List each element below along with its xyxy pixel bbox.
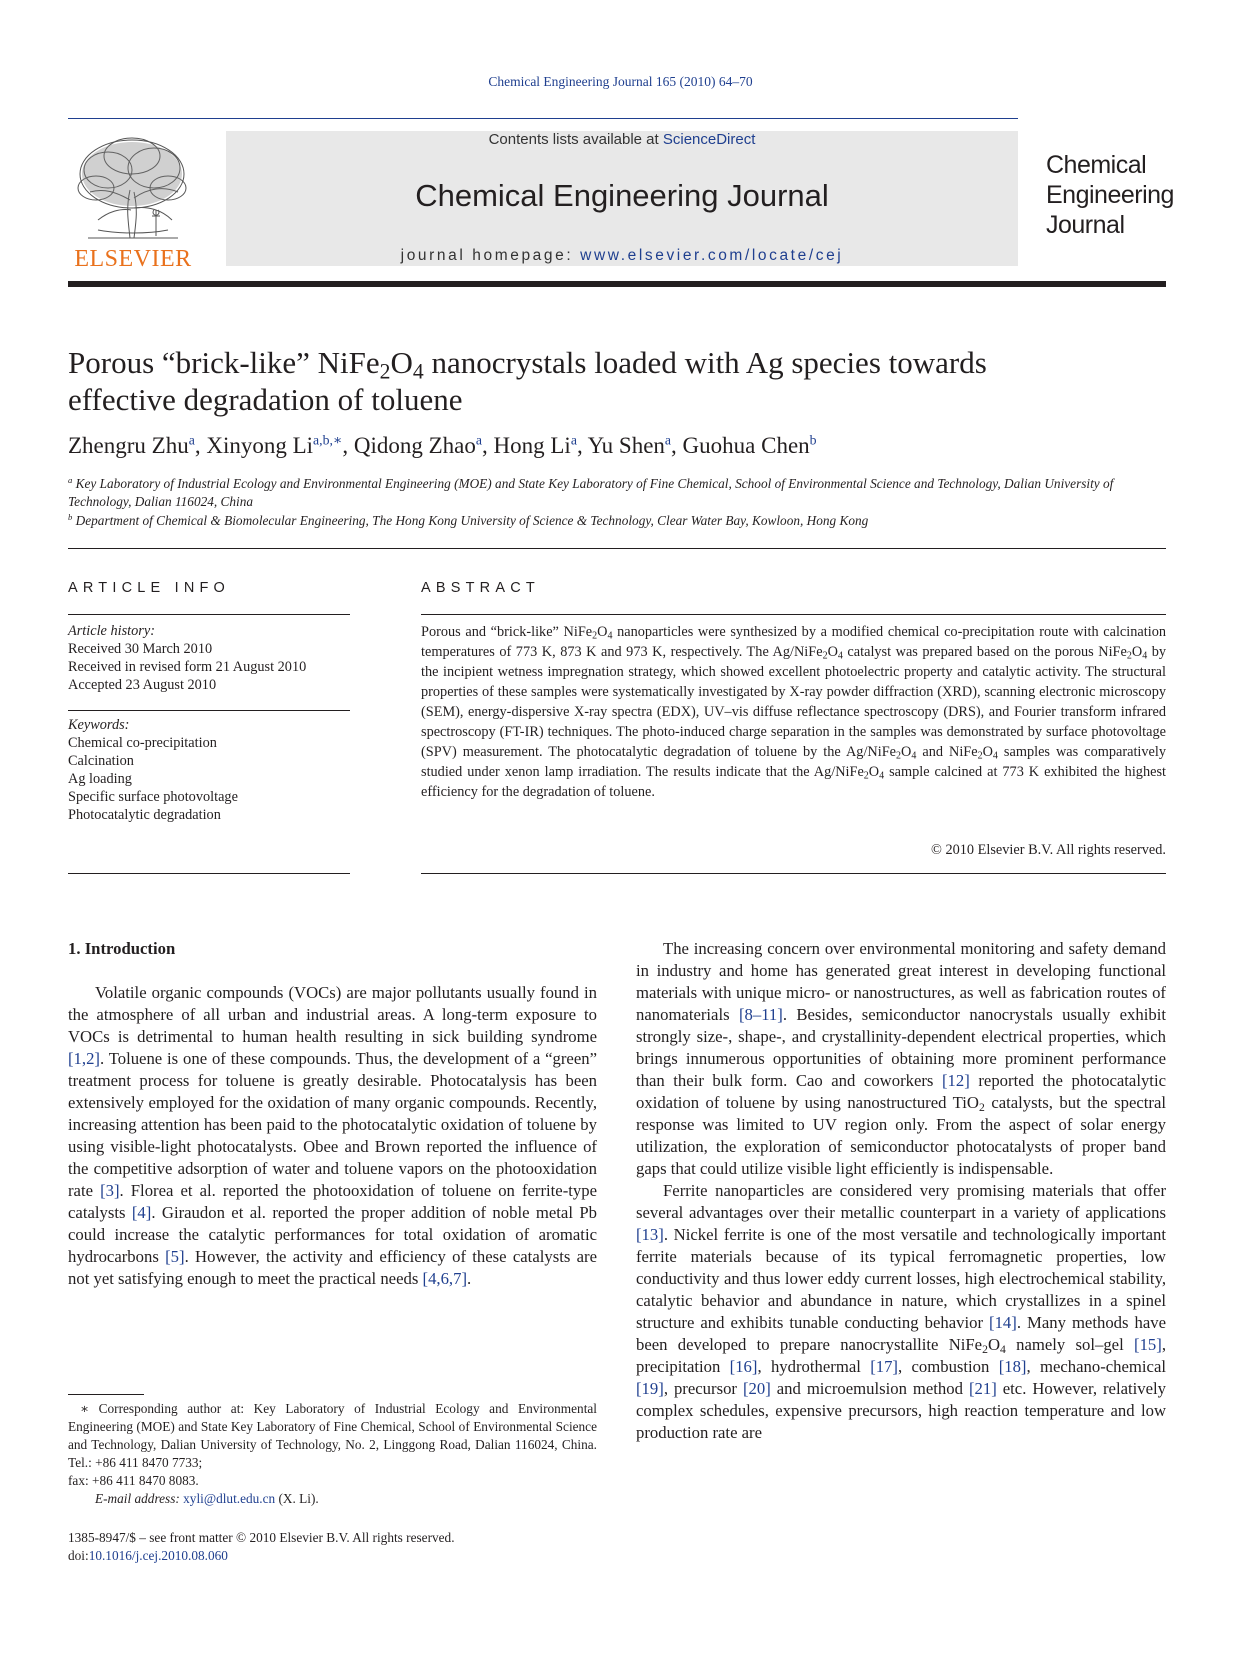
citation-link[interactable]: [19] <box>636 1379 664 1398</box>
citation-link[interactable]: [14] <box>989 1313 1017 1332</box>
body-paragraph: The increasing concern over environmental monitoring and safety demand in industry and home has generated great interest in developing functional materials with unique micro- or nanostructures, as well as fabrication routes of nanomaterials [8–11]. Besides, semiconductor nanocrystals usually exhibit strongly size-, shape-, and crystallinity-dependent electrical properties, which brings innumerous opportunities of obtaining more prominent performance than their bulk form. Cao and coworkers [12] reported the photocatalytic oxidation of toluene by using nanostructured TiO$_2$ catalysts, but the spectral response was limited to UV region only. From the aspect of solar energy utilization, the exploration of semiconductor photocatalysts of proper band gaps that could utilize visible light efficiently is indispensable. <box>636 939 1167 1178</box>
affiliation-text: Key Laboratory of Industrial Ecology and Environmental Engineering (MOE) and State Key Laboratory of Fine Chemical, School of Environmental Science and Technology, Dalian University of Technology, Dalian 116024, China <box>68 476 1114 509</box>
author-list: Zhengru Zhu$^a$, Xinyong $Li^{a,b,∗}$, Qidong Zhao$^a$, Hong Li$^a$, Yu Shen$^a$, Guohua Chen$^b$ <box>68 432 817 458</box>
citation-link[interactable]: [8–11] <box>738 1005 783 1024</box>
affiliation-a <box>68 475 1166 511</box>
body-paragraph: Volatile organic compounds (VOCs) are major pollutants usually found in the atmosphere of all urban and industrial areas. A long-term exposure to VOCs is detrimental to human health resulting in sick building syndrome [1,2]. Toluene is one of these compounds. Thus, the development of a “green” treatment process for toluene is greatly desirable. Photocatalysis has been extensively employed for the oxidation of many organic compounds. Recently, increasing attention has been paid to the photocatalytic oxidation of toluene by using visible-light photocatalysts. Obee and Brown reported the influence of the competitive adsorption of water and toluene vapors on the photooxidation rate [3]. Florea et al. reported the photooxidation of toluene on ferrite-type catalysts [4]. Giraudon et al. reported the proper addition of noble metal Pb could increase the catalytic performances for total oxidation of aromatic hydrocarbons [5]. However, the activity and efficiency of these catalysts are not yet satisfying enough to meet the practical needs [4,6,7]. <box>68 983 597 1288</box>
keyword-item: Ag loading <box>68 771 132 787</box>
keyword-item: Specific surface photovoltage <box>68 789 238 805</box>
citation-link[interactable]: [4] <box>131 1203 152 1222</box>
journal-citation-link[interactable]: Chemical Engineering Journal 165 (2010) 64–70 <box>488 74 753 89</box>
title-subscript: 4 <box>412 359 424 384</box>
affiliation-b <box>68 512 1166 530</box>
journal-name: Chemical Engineering Journal <box>415 178 829 213</box>
corresponding-author-footnote <box>68 1400 597 1508</box>
sciencedirect-link[interactable]: ScienceDirect <box>662 131 756 148</box>
citation-link[interactable]: [3] <box>100 1181 120 1200</box>
abstract-rule <box>421 614 1166 615</box>
citation-link[interactable]: [15] <box>1134 1335 1162 1354</box>
citation-link[interactable]: [20] <box>742 1379 771 1398</box>
author-affiliation-mark[interactable]: a,b,∗ <box>313 432 343 448</box>
issn-block <box>68 1529 597 1565</box>
footnote-fax: fax: +86 411 8470 8083. <box>68 1473 199 1488</box>
citation-link[interactable]: [17] <box>870 1357 898 1376</box>
keyword-item: Chemical co-precipitation <box>68 735 217 751</box>
contents-availability-line <box>226 131 1018 148</box>
body-paragraph: Ferrite nanoparticles are considered very promising materials that offer several advantages over their metallic counterpart in a variety of applications [13]. Nickel ferrite is one of the most versatile and technologically important ferrite materials because of its typical ferromagnetic properties, low conductivity and thus lower eddy current losses, high electrochemical stability, catalytic behavior and abundance in nature, which crystallizes in a spinel structure and exhibits tunable conducting behavior [14]. Many methods have been developed to prepare nanocrystallite $NiFe_2O_4$ namely sol–gel [15], precipitation [16], hydrothermal [17], combustion [18], mechano-chemical [19], precursor [20] and microemulsion method [21] etc. However, relatively complex schedules, expensive precursors, high reaction temperature and low production rate are <box>636 1181 1167 1442</box>
section-heading: 1. Introduction <box>68 939 176 958</box>
keyword-item: Calcination <box>68 753 134 769</box>
citation-link[interactable]: [12] <box>941 1071 970 1090</box>
citation-link[interactable]: [21] <box>968 1379 997 1398</box>
history-label: Article history: <box>68 623 155 639</box>
citation-link[interactable]: [18] <box>998 1357 1027 1376</box>
keyword-item: Photocatalytic degradation <box>68 807 221 823</box>
revised-date: Received in revised form 21 August 2010 <box>68 659 307 675</box>
accepted-date: Accepted 23 August 2010 <box>68 677 217 693</box>
author-name: Yu Shen <box>587 433 665 458</box>
keywords-block <box>68 716 350 824</box>
doi-label: doi: <box>68 1548 89 1563</box>
header-thick-rule <box>68 281 1166 287</box>
journal-homepage-link[interactable]: www.elsevier.com/locate/cej <box>580 247 844 264</box>
title-subscript: 2 <box>379 359 391 384</box>
author-name: Zhengru Zhu <box>68 433 189 458</box>
footnote-rule <box>68 1394 144 1395</box>
title-part: Porous “brick-like” NiFe <box>68 345 380 380</box>
info-rule <box>68 710 350 711</box>
received-date: Received 30 March 2010 <box>68 641 213 657</box>
publisher-wordmark: ELSEVIER <box>74 246 192 272</box>
email-suffix: (X. Li). <box>275 1491 319 1506</box>
header-rule <box>68 118 1018 119</box>
author-name: Hong Li <box>493 433 571 458</box>
cover-logo-line: Journal <box>1046 211 1125 239</box>
info-rule <box>68 614 350 615</box>
email-link[interactable]: xyli@dlut.edu.cn <box>183 1491 276 1506</box>
article-title <box>68 344 1166 418</box>
title-line-2: effective degradation of toluene <box>68 382 463 417</box>
doi-line <box>68 1547 597 1565</box>
author-affiliation-mark[interactable]: a <box>570 432 577 448</box>
author-affiliation-mark[interactable]: a <box>475 432 482 448</box>
title-part: O <box>390 345 413 380</box>
section-rule <box>68 548 1166 549</box>
email-label: E-mail address: <box>95 1491 180 1506</box>
info-rule <box>68 873 350 874</box>
citation-link[interactable]: [4,6,7] <box>422 1269 468 1288</box>
citation-link[interactable]: [5] <box>165 1247 185 1266</box>
homepage-prefix: journal homepage: <box>400 247 581 264</box>
citation-link[interactable]: [1,2] <box>68 1049 100 1068</box>
citation-link[interactable]: [16] <box>729 1357 758 1376</box>
abstract-heading: ABSTRACT <box>421 580 540 596</box>
body-left-column <box>68 938 597 1290</box>
author-affiliation-mark[interactable]: a <box>664 432 672 448</box>
cover-logo-line: Engineering <box>1046 181 1174 209</box>
abstract-rule <box>421 873 1166 874</box>
affiliation-mark: b <box>68 511 73 522</box>
issn-line: 1385-8947/$ – see front matter © 2010 Elsevier B.V. All rights reserved. <box>68 1530 455 1545</box>
article-history <box>68 622 350 694</box>
abstract-copyright: © 2010 Elsevier B.V. All rights reserved. <box>931 842 1166 858</box>
affiliation-text: Department of Chemical & Biomolecular Engineering, The Hong Kong University of Science & Technology, Clear Water Bay, Kowloon, Hong Kong <box>75 513 869 528</box>
journal-homepage-line <box>226 247 1018 265</box>
author-name: Xinyong Li <box>206 433 314 458</box>
footnote-email-line <box>68 1490 597 1508</box>
affiliation-mark: a <box>68 474 73 485</box>
body-right-column <box>636 938 1166 1444</box>
author-affiliation-mark[interactable]: a <box>188 432 195 448</box>
doi-link[interactable]: 10.1016/j.cej.2010.08.060 <box>88 1548 228 1563</box>
title-part: nanocrystals loaded with Ag species towards <box>423 345 987 380</box>
author-name: Qidong Zhao <box>353 433 476 458</box>
keywords-label: Keywords: <box>68 717 130 733</box>
cover-logo-line: Chemical <box>1046 151 1147 179</box>
footnote-text: ∗ Corresponding author at: Key Laboratory of Industrial Ecology and Environmental Engineering (MOE) and State Key Laboratory of Fine Chemical, School of Environmental Science and Technology, Dalian University of Technology, No. 2, Linggong Road, Dalian 116024, China. Tel.: +86 411 8470 7733; <box>68 1401 597 1470</box>
author-affiliation-mark[interactable]: b <box>809 432 817 448</box>
author-name: Guohua Chen <box>682 433 810 458</box>
article-info-heading: ARTICLE INFO <box>68 580 231 596</box>
citation-link[interactable]: [13] <box>636 1225 664 1244</box>
contents-prefix: Contents lists available at <box>488 131 663 148</box>
abstract-text: Porous and “brick-like” $NiFe_2O_4$ nanoparticles were synthesized by a modified chemical co-precipitation route with calcination temperatures of 773 K, 873 K and 973 K, respectively. The $Ag/NiFe_2O_4$ catalyst was prepared based on the porous $NiFe_2O_4$ by the incipient wetness impregnation strategy, which showed excellent photoelectric property and catalytic activity. The structural properties of these samples were systematically investigated by X-ray powder diffraction (XRD), scanning electronic microscopy (SEM), energy-dispersive X-ray spectra (EDX), UV–vis diffuse reflectance spectroscopy (DRS), and Fourier transform infrared spectroscopy (FT-IR) techniques. The photo-induced charge separation in the samples was demonstrated by surface photovoltage (SPV) measurement. The photocatalytic degradation of toluene by the $Ag/NiFe_2O_4$ and $NiFe_2O_4$ samples was comparatively studied under xenon lamp irradiation. The results indicate that the $Ag/NiFe_2O_4$ sample calcined at 773 K exhibited the highest efficiency for the degradation of toluene. <box>421 624 1167 800</box>
journal-cover-logo <box>1046 150 1186 240</box>
